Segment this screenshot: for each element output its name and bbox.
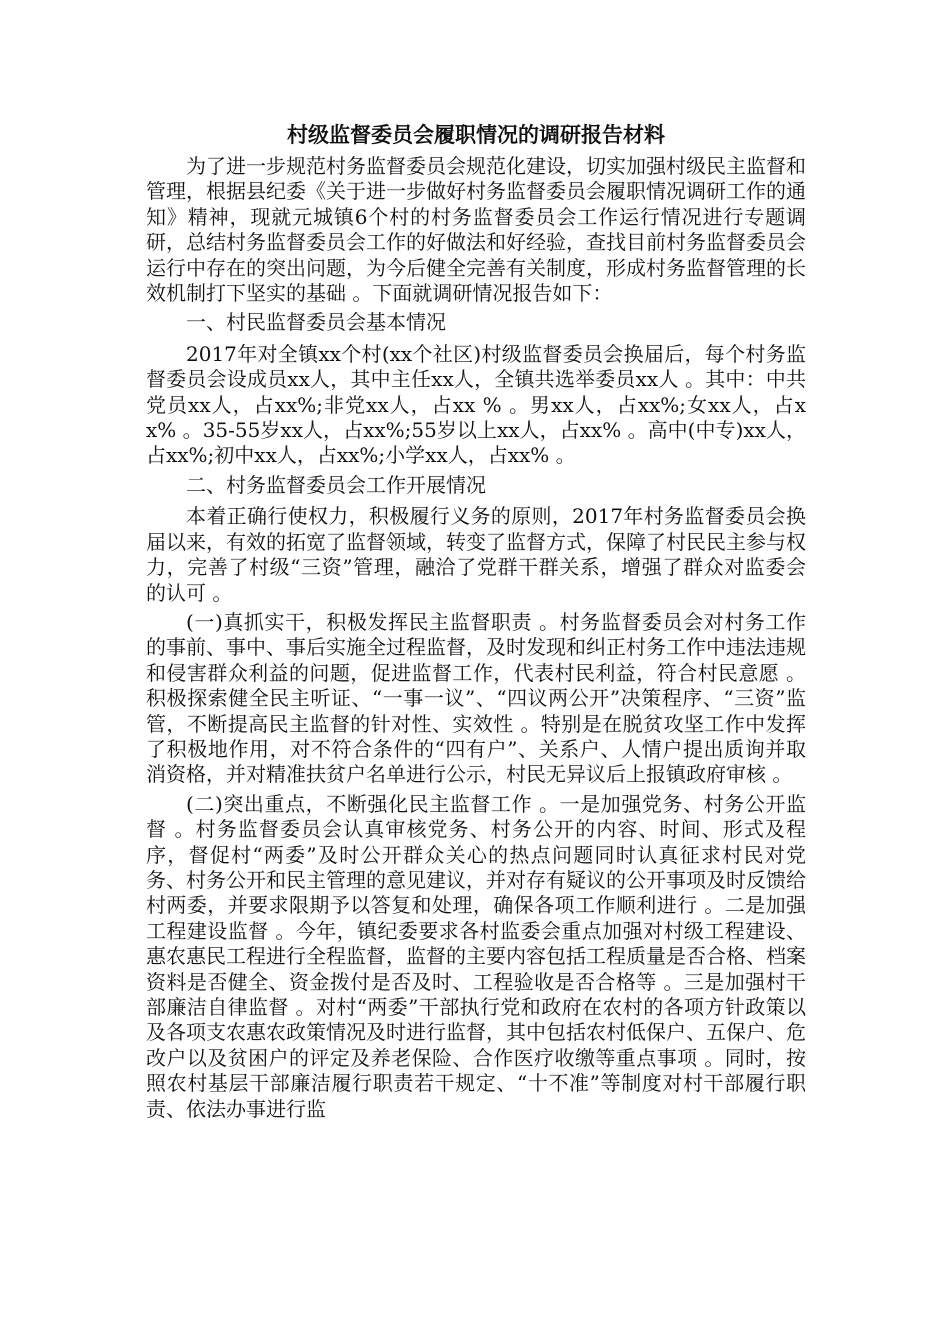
section1-paragraph: 2017年对全镇xx个村(xx个社区)村级监督委员会换届后，每个村务监督委员会设成员xx人，其中主任xx人，全镇共选举委员xx人 。其中：中共党员xx人，占xx%;非党xx人，占xx % 。男xx人，占xx%;女xx人，占xx% 。35-55岁xx人，占xx%;55岁以上xx人，占xx% 。高中(中专)xx人，占xx%;初中xx人，占xx%;小学xx人，占xx% 。 [146,341,806,468]
section2-heading: 二、村务监督委员会工作开展情况 [186,472,486,497]
item1-paragraph: (一)真抓实干，积极发挥民主监督职责 。村务监督委员会对村务工作的事前、事中、事后实施全过程监督，及时发现和纠正村务工作中违法违规和侵害群众利益的问题，促进监督工作，代表村民利益，符合村民意愿 。积极探索健全民主听证、“一事一议”、“四议两公开”决策程序、“三资”监管，不断提高民主监督的针对性、实效性 。特别是在脱贫攻坚工作中发挥了积极地作用，对不符合条件的“四有户”、关系户、人情户提出质询并取消资格，并对精准扶贫户名单进行公示，村民无异议后上报镇政府审核 。 [146,609,806,787]
document-title: 村级监督委员会履职情况的调研报告材料 [287,123,665,147]
item2-paragraph: (二)突出重点，不断强化民主监督工作 。一是加强党务、村务公开监督 。村务监督委员会认真审核党务、村务公开的内容、时间、形式及程序，督促村“两委”及时公开群众关心的热点问题同时认真征求村民对党务、村务公开和民主管理的意见建议，并对存有疑议的公开事项及时反馈给村两委，并要求限期予以答复和处理，确保各项工作顺利进行 。二是加强工程建设监督 。今年，镇纪委要求各村监委会重点加强对村级工程建设、惠农惠民工程进行全程监督，监督的主要内容包括工程质量是否合格、档案资料是否健全、资金拨付是否及时、工程验收是否合格等 。三是加强村干部廉洁自律监督 。对村“两委”干部执行党和政府在农村的各项方针政策以及各项支农惠农政策情况及时进行监督，其中包括农村低保户、五保户、危改户以及贫困户的评定及养老保险、合作医疗收缴等重点事项 。同时，按照农村基层干部廉洁履行职责若干规定、“十不准”等制度对村干部履行职责、依法办事进行监 [146,791,806,1121]
section2-paragraph: 本着正确行使权力，积极履行义务的原则，2017年村务监督委员会换届以来，有效的拓宽了监督领域，转变了监督方式，保障了村民民主参与权力，完善了村级“三资”管理，融洽了党群干群关系，增强了群众对监委会的认可 。 [146,504,806,605]
section1-heading: 一、村民监督委员会基本情况 [186,310,446,335]
document-page [146,118,806,1126]
intro-paragraph: 为了进一步规范村务监督委员会规范化建设，切实加强村级民主监督和管理，根据县纪委《关于进一步做好村务监督委员会履职情况调研工作的通知》精神，现就元城镇6个村的村务监督委员会工作运行情况进行专题调研，总结村务监督委员会工作的好做法和好经验，查找目前村务监督委员会运行中存在的突出问题，为今后健全完善有关制度，形成村务监督管理的长效机制打下坚实的基础 。下面就调研情况报告如下： [146,154,806,306]
